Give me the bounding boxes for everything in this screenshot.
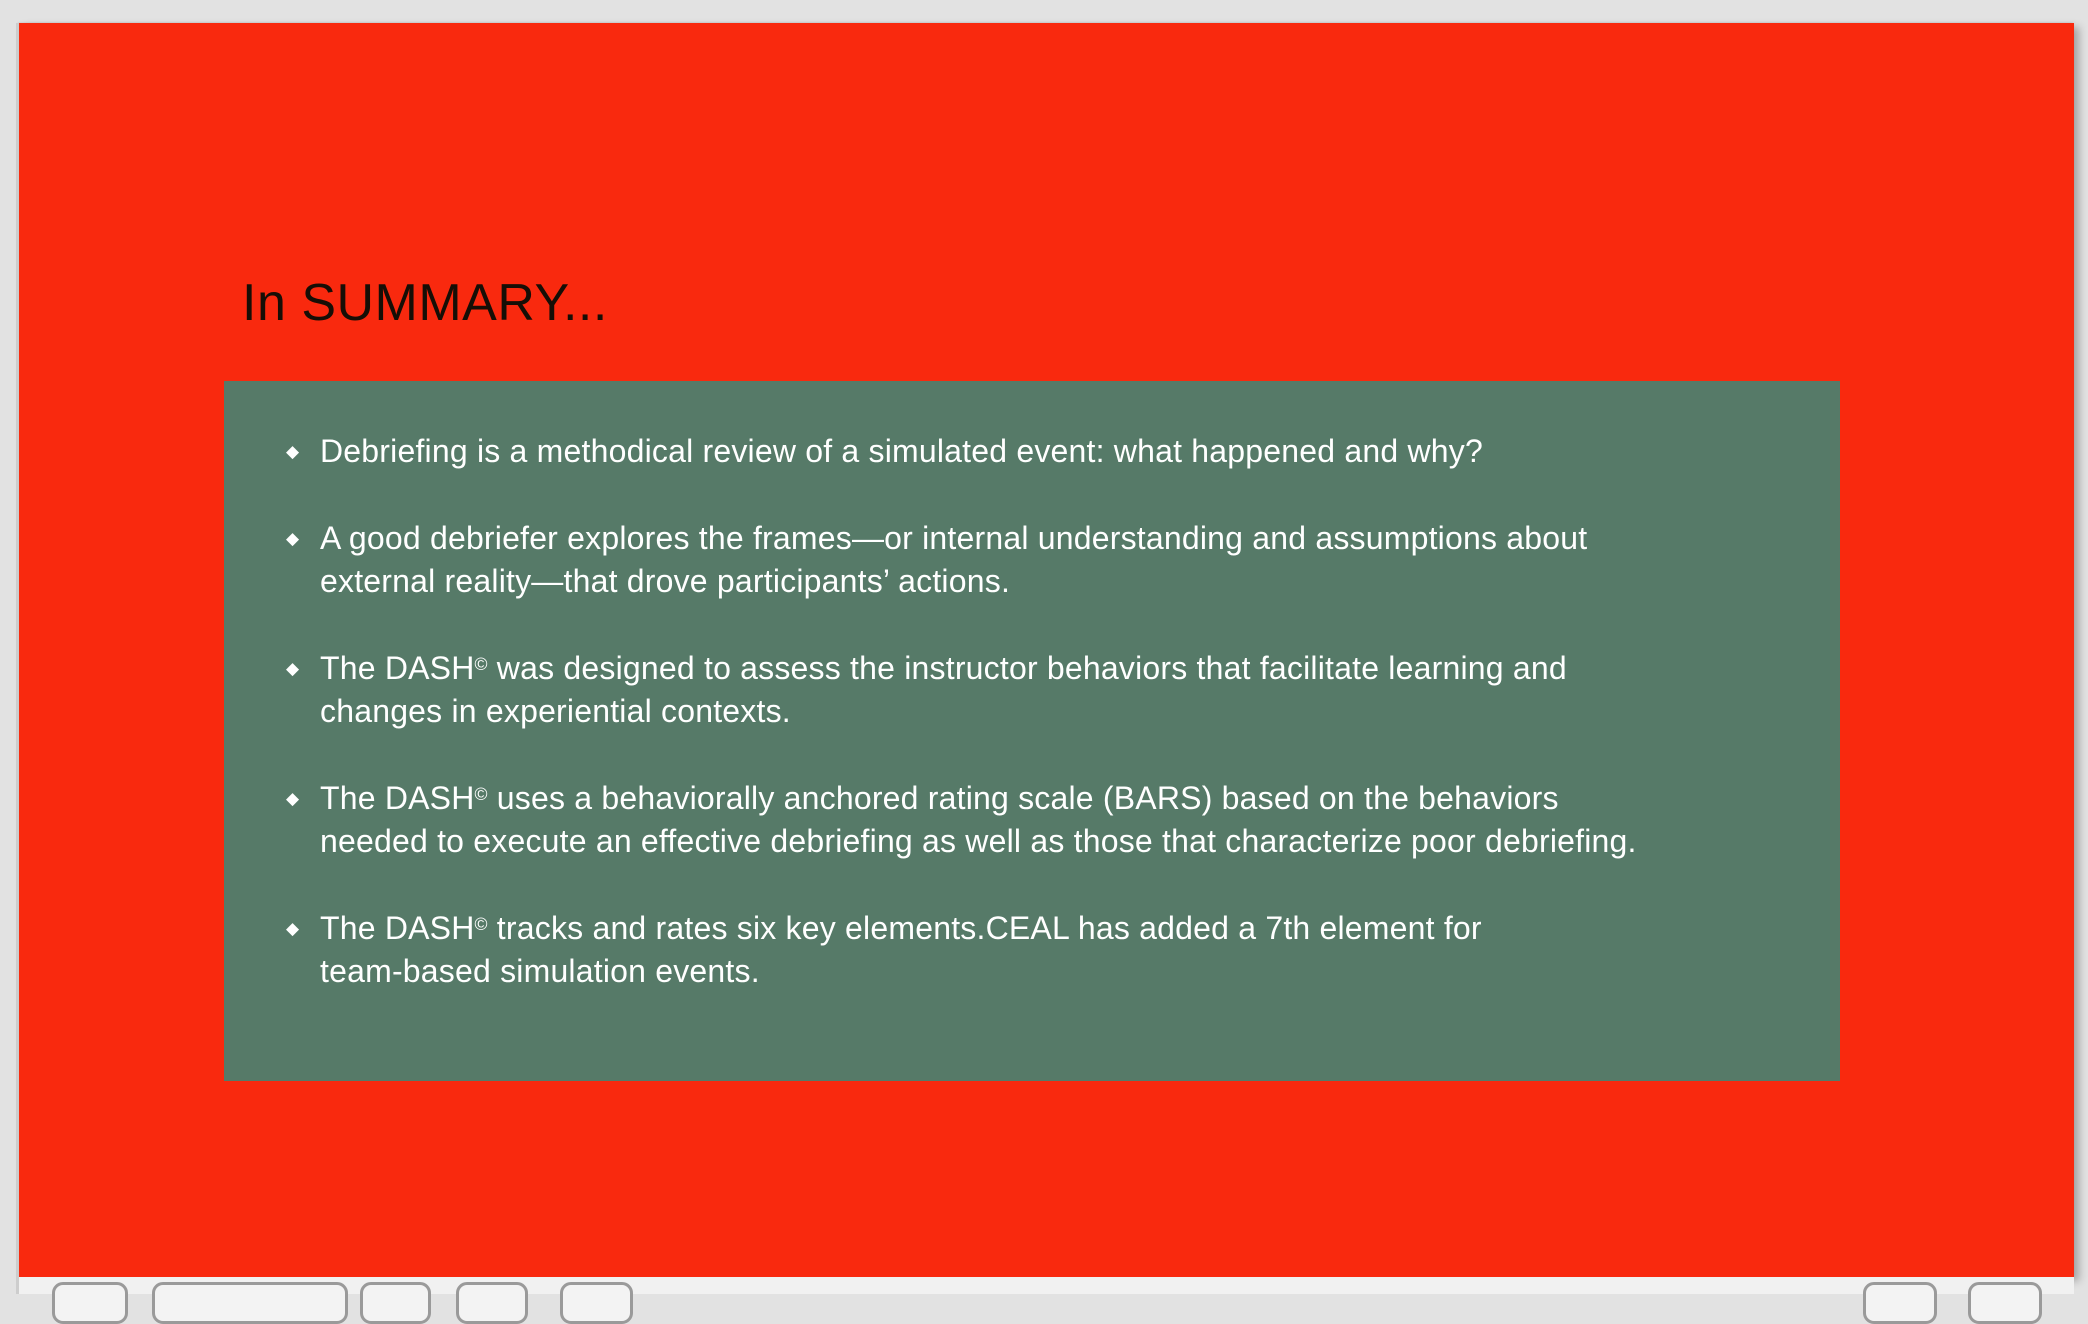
toolbar-button-3[interactable]: [360, 1282, 431, 1324]
slide-title: In SUMMARY...: [242, 274, 608, 332]
diamond-bullet-icon: ◆: [286, 789, 300, 808]
diamond-bullet-icon: ◆: [286, 659, 300, 678]
window-edge-seam: [16, 23, 19, 1294]
summary-box: [224, 381, 1840, 1081]
toolbar-button-5[interactable]: [560, 1282, 633, 1324]
bullet-item: [286, 907, 1820, 993]
bullet-item: [286, 777, 1820, 863]
bullet-text: Debriefing is a methodical review of a simulated event: what happened and why?: [320, 433, 1483, 469]
bullet-list: [224, 381, 1840, 993]
toolbar-button-2[interactable]: [152, 1282, 348, 1324]
bullet-text: The DASH© was designed to assess the instructor behaviors that facilitate learning and changes in experiential contexts.: [320, 650, 1567, 729]
diamond-bullet-icon: ◆: [286, 442, 300, 461]
bullet-text: The DASH© uses a behaviorally anchored rating scale (BARS) based on the behaviors needed to execute an effective debriefing as well as those that characterize poor debriefing.: [320, 780, 1637, 859]
bullet-item: [286, 647, 1820, 733]
bullet-text: A good debriefer explores the frames—or internal understanding and assumptions about external reality—that drove participants’ actions.: [320, 520, 1588, 599]
toolbar-button-1[interactable]: [52, 1282, 128, 1324]
toolbar-button-7[interactable]: [1968, 1282, 2042, 1324]
toolbar-button-4[interactable]: [456, 1282, 528, 1324]
bullet-text: The DASH© tracks and rates six key elements.CEAL has added a 7th element for team-based simulation events.: [320, 910, 1482, 989]
toolbar-button-6[interactable]: [1863, 1282, 1937, 1324]
bullet-item: [286, 430, 1820, 473]
diamond-bullet-icon: ◆: [286, 919, 300, 938]
slide-canvas: [19, 23, 2074, 1277]
diamond-bullet-icon: ◆: [286, 529, 300, 548]
bullet-item: [286, 517, 1820, 603]
